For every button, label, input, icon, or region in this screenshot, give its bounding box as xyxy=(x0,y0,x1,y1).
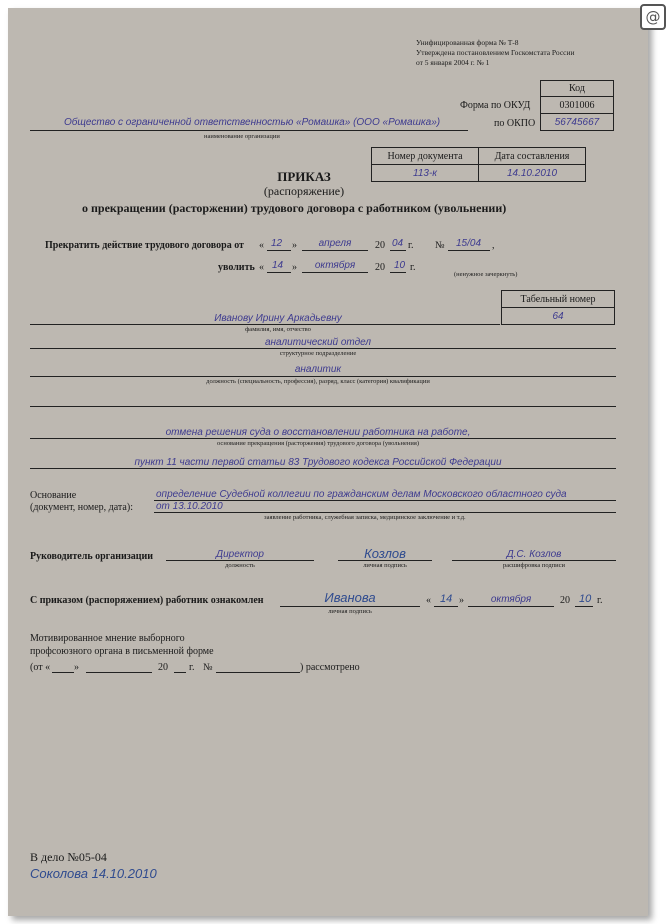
dismiss-label: уволить xyxy=(218,262,255,273)
head-signature-caption: личная подпись xyxy=(363,562,407,569)
reason-caption: основание прекращения (расторжения) трудового договора (увольнения) xyxy=(217,440,419,447)
acquainted-q-close: » xyxy=(459,595,464,606)
organization-name: Общество с ограниченной ответственностью «Ромашка» (ООО «Ромашка») xyxy=(64,117,441,128)
acquainted-g: г. xyxy=(597,595,603,606)
dismiss-year: 10 xyxy=(394,260,406,271)
contract-month-line xyxy=(302,250,368,251)
form-line-2: Утверждена постановлением Госкомстата России xyxy=(416,48,575,57)
union-month-line xyxy=(86,672,152,673)
contract-year-line xyxy=(390,250,406,251)
contract-year-prefix: 20 xyxy=(375,240,385,251)
acquainted-day-line xyxy=(434,606,458,607)
reason-value: отмена решения суда о восстановлении работника на работе, xyxy=(165,427,471,438)
acquainted-year-prefix: 20 xyxy=(560,595,570,606)
head-signature-line xyxy=(338,560,432,561)
dismiss-q-open: « xyxy=(259,262,264,273)
title-prikaz: ПРИКАЗ xyxy=(277,169,331,184)
acquainted-month: октября xyxy=(490,594,532,605)
doc-number-value: 113-к xyxy=(371,164,479,182)
contract-g: г. xyxy=(408,240,414,251)
head-signature: Козлов xyxy=(364,546,406,561)
basis-underline-2 xyxy=(154,512,616,513)
head-position: Директор xyxy=(216,549,264,560)
basis-line-1: определение Судебной коллегии по гражданским делам Московского областного суда xyxy=(156,489,567,500)
article-line xyxy=(30,468,616,469)
strike-note: (ненужное зачеркнуть) xyxy=(454,271,518,278)
reason-line xyxy=(30,438,616,439)
organization-line xyxy=(30,130,468,131)
union-q-close: » xyxy=(74,662,79,673)
position-caption: должность (специальность, профессия), разряд, класс (категория) квалификации xyxy=(206,378,430,385)
union-number-line xyxy=(216,672,300,673)
doc-number-header: Номер документа xyxy=(371,147,479,165)
basis-label-1: Основание xyxy=(30,490,77,501)
okud-value: 0301006 xyxy=(540,96,614,114)
organization-caption: наименование организации xyxy=(204,133,280,140)
okpo-value: 56745667 xyxy=(540,113,614,131)
kod-header: Код xyxy=(540,80,614,97)
form-line-1: Унифицированная форма № Т-8 xyxy=(416,38,519,47)
dismiss-year-line xyxy=(390,272,406,273)
contract-comma: , xyxy=(492,240,495,251)
head-decoding-line xyxy=(452,560,616,561)
acquainted-label: С приказом (распоряжением) работник ознакомлен xyxy=(30,595,264,606)
contract-month: апреля xyxy=(318,238,352,249)
dismiss-year-prefix: 20 xyxy=(375,262,385,273)
dismiss-month: октября xyxy=(314,260,356,271)
head-label: Руководитель организации xyxy=(30,551,154,562)
position-value: аналитик xyxy=(294,364,342,375)
acquainted-signature-line xyxy=(280,606,420,607)
contract-day: 12 xyxy=(271,238,283,249)
acquainted-year: 10 xyxy=(579,593,592,605)
contract-number-line xyxy=(448,250,490,251)
contract-q-open: « xyxy=(259,240,264,251)
basis-line-2: от 13.10.2010 xyxy=(156,501,223,512)
department-line xyxy=(30,348,616,349)
department-value: аналитический отдел xyxy=(264,337,372,348)
doc-date-value: 14.10.2010 xyxy=(478,164,586,182)
article-value: пункт 11 части первой статьи 83 Трудового кодекса Российской Федерации xyxy=(134,457,502,468)
union-g: г. xyxy=(189,662,195,673)
okud-label: Форма по ОКУД xyxy=(460,100,531,111)
union-from: (от « xyxy=(30,662,51,673)
at-sign-icon: @ xyxy=(640,4,666,30)
employee-name: Иванову Ирину Аркадьевну xyxy=(214,313,342,324)
blank-line xyxy=(30,406,616,407)
okpo-label: по ОКПО xyxy=(494,118,536,129)
contract-q-close: » xyxy=(292,240,297,251)
acquainted-year-line xyxy=(575,606,593,607)
dismiss-day-line xyxy=(267,272,291,273)
contract-no-label: № xyxy=(435,240,445,251)
head-decoding-caption: расшифровка подписи xyxy=(502,562,566,569)
acquainted-signature: Иванова xyxy=(324,590,376,605)
union-no: № xyxy=(203,662,213,673)
acquainted-q-open: « xyxy=(426,595,431,606)
head-decoding: Д.С. Козлов xyxy=(506,549,562,560)
file-note: В дело №05-04 xyxy=(30,850,107,864)
acquainted-signature-caption: личная подпись xyxy=(328,608,372,615)
dismiss-q-close: » xyxy=(292,262,297,273)
basis-caption: заявление работника, служебная записка, медицинское заключение и т.д. xyxy=(264,514,466,521)
dismiss-day: 14 xyxy=(272,260,284,271)
tab-number-value: 64 xyxy=(501,307,615,325)
dismiss-month-line xyxy=(302,272,368,273)
dismiss-g: г. xyxy=(410,262,416,273)
union-day-line xyxy=(52,672,74,673)
tab-number-header: Табельный номер xyxy=(501,290,615,308)
position-line xyxy=(30,376,616,377)
union-year-prefix: 20 xyxy=(158,662,168,673)
form-line-3: от 5 января 2004 г. № 1 xyxy=(416,58,490,67)
signed-note: Соколова 14.10.2010 xyxy=(30,866,157,881)
contract-day-line xyxy=(267,250,291,251)
union-year-line xyxy=(174,672,186,673)
head-position-caption: должность xyxy=(225,562,255,569)
department-caption: структурное подразделение xyxy=(279,350,357,357)
basis-label-2: (документ, номер, дата): xyxy=(30,502,133,513)
contract-year: 04 xyxy=(392,238,404,249)
terminate-label: Прекратить действие трудового договора от xyxy=(45,240,244,251)
acquainted-day: 14 xyxy=(440,593,453,605)
doc-date-header: Дата составления xyxy=(478,147,586,165)
document-sheet xyxy=(8,8,648,916)
title-subject: о прекращении (расторжении) трудового договора с работником (увольнении) xyxy=(82,201,507,215)
head-position-line xyxy=(166,560,314,561)
union-reviewed: ) рассмотрено xyxy=(300,662,360,673)
acquainted-month-line xyxy=(468,606,554,607)
contract-number: 15/04 xyxy=(456,238,482,249)
basis-underline-1 xyxy=(154,500,616,501)
employee-name-line xyxy=(30,324,500,325)
union-line-1: Мотивированное мнение выборного xyxy=(30,633,185,644)
employee-name-caption: фамилия, имя, отчество xyxy=(245,326,311,333)
title-rasporyazhenie: (распоряжение) xyxy=(263,184,345,198)
union-line-2: профсоюзного органа в письменной форме xyxy=(30,646,214,657)
